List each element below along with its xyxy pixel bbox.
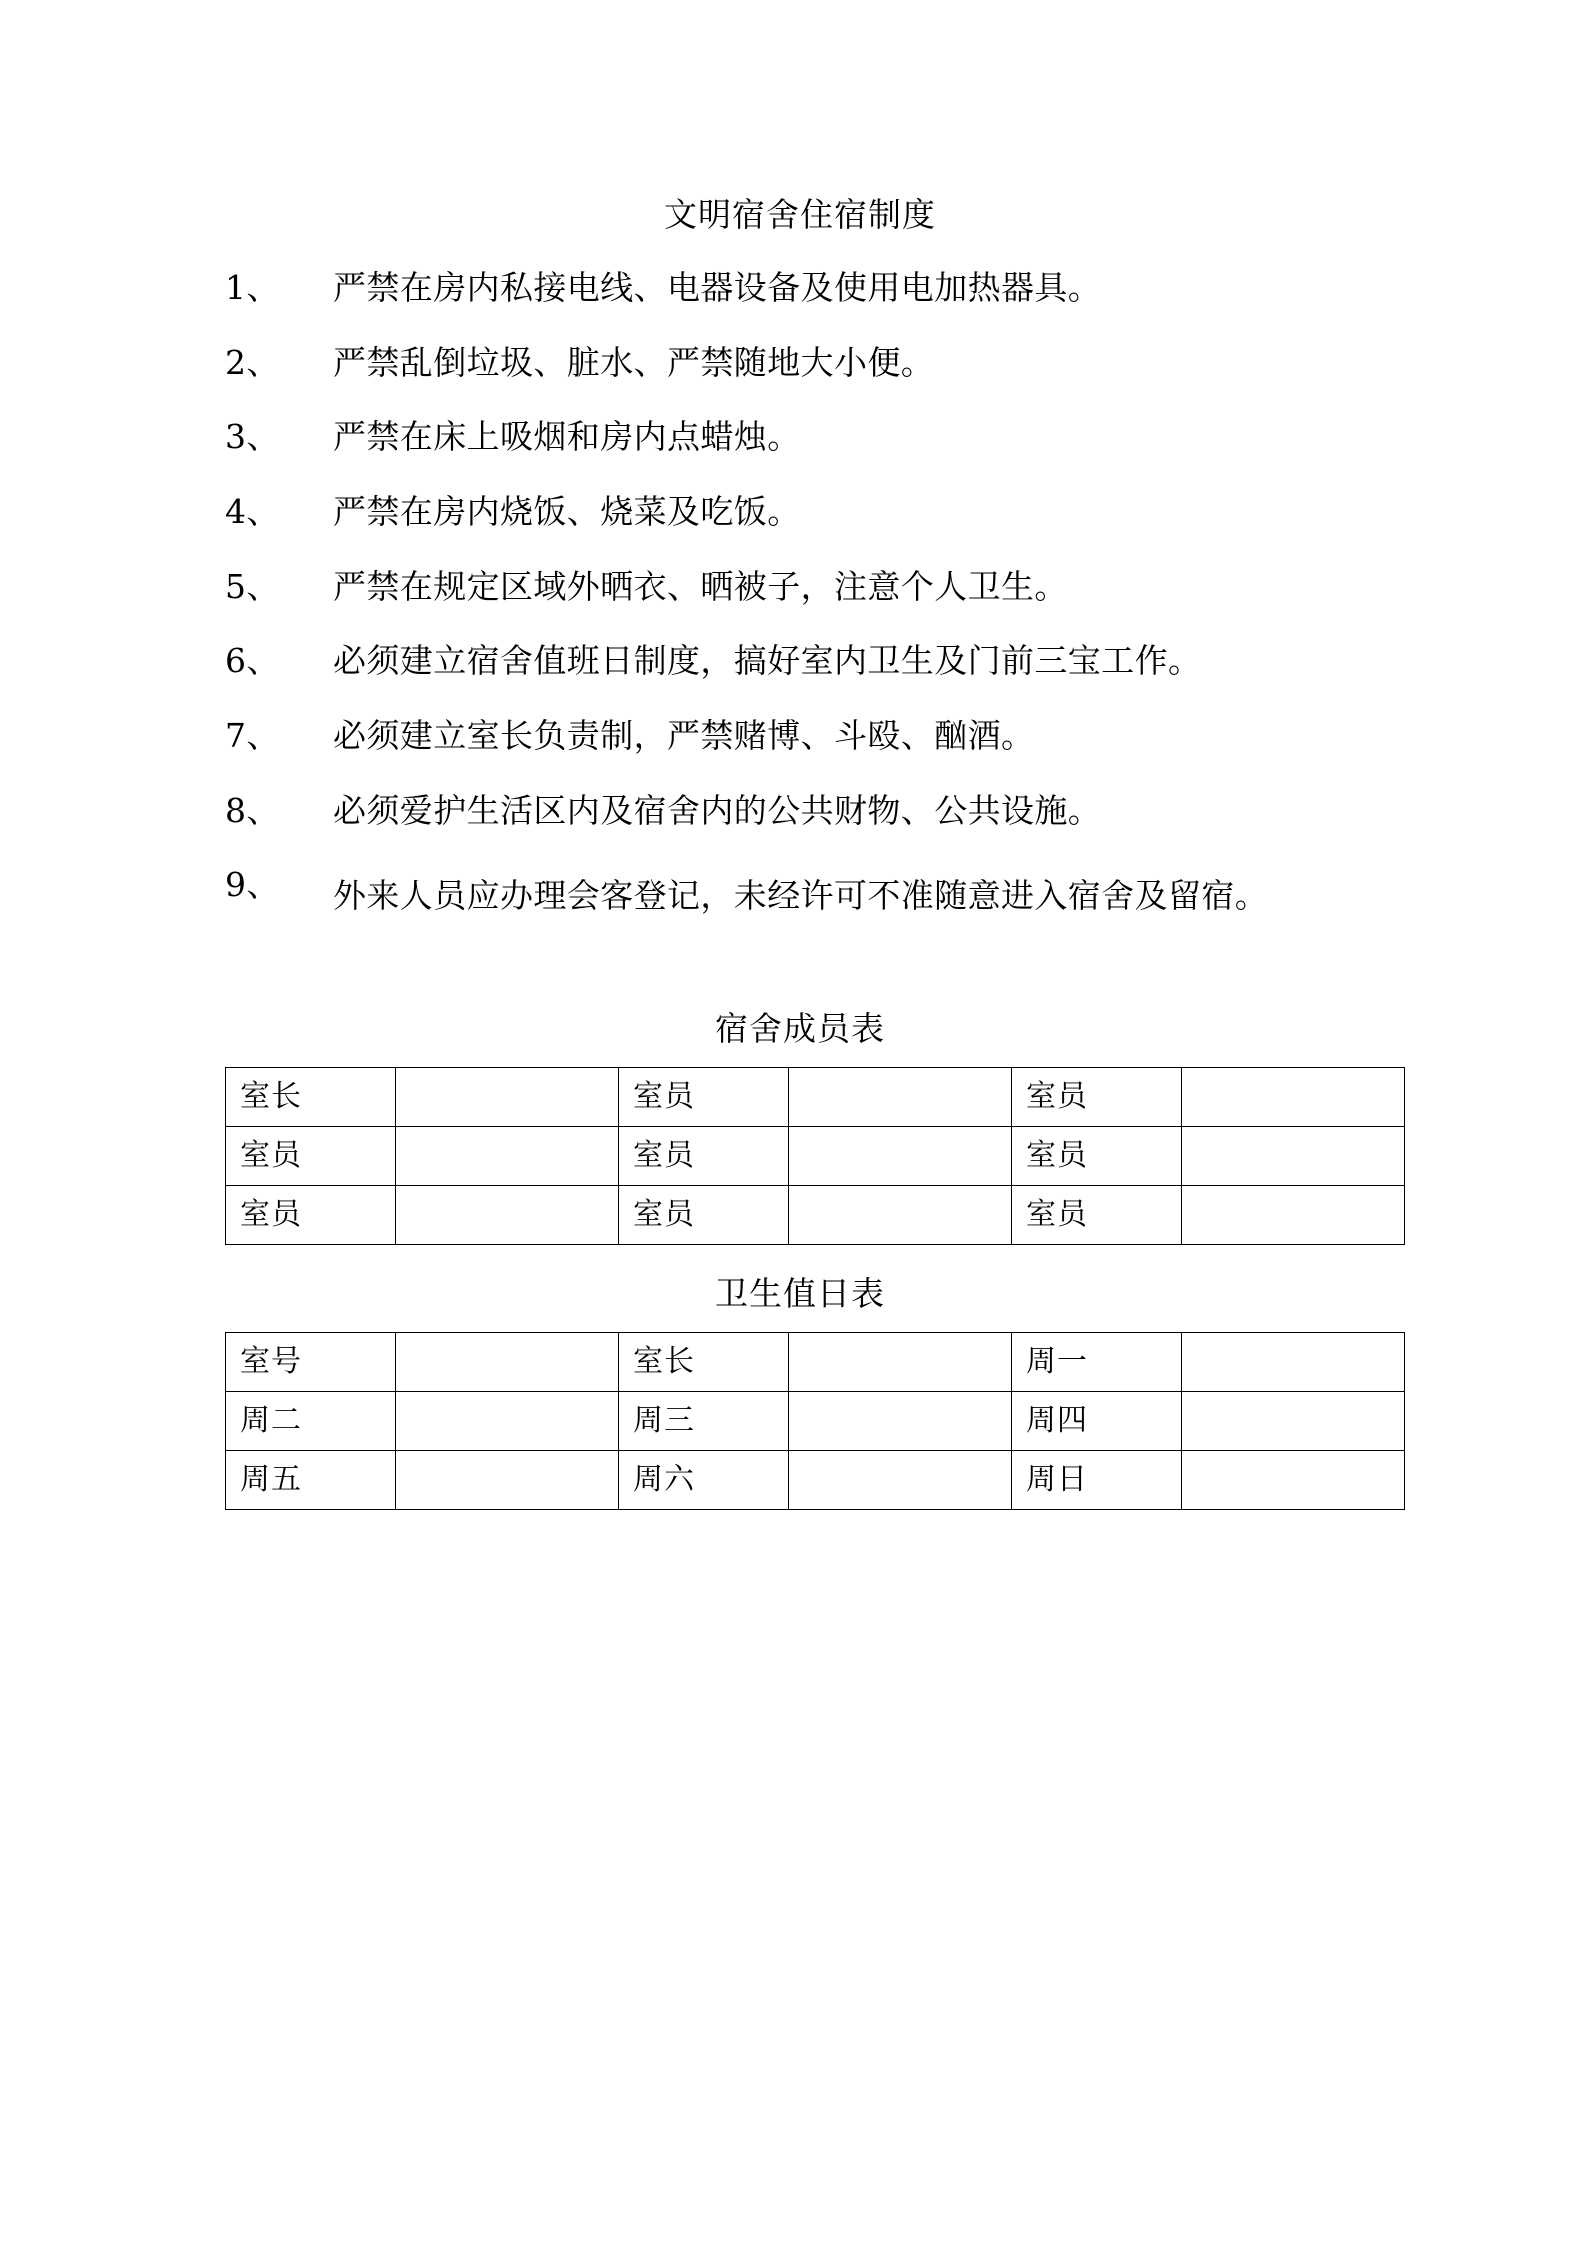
duty-table [225, 1332, 1405, 1510]
member-role-label: 室员 [1012, 1068, 1182, 1127]
duty-slot-label: 周日 [1012, 1451, 1182, 1510]
member-name-cell[interactable] [789, 1186, 1012, 1245]
rule-number: 5、 [225, 566, 280, 606]
rule-item-4 [225, 491, 1375, 531]
duty-value-cell[interactable] [1182, 1451, 1405, 1510]
duty-value-cell[interactable] [789, 1451, 1012, 1510]
member-role-label: 室员 [226, 1127, 396, 1186]
duty-table-heading: 卫生值日表 [715, 1274, 885, 1313]
rule-item-5 [225, 566, 1375, 606]
rule-number: 8、 [225, 790, 280, 830]
member-name-cell[interactable] [396, 1127, 619, 1186]
rule-item-9 [225, 865, 1375, 925]
duty-slot-label: 周五 [226, 1451, 396, 1510]
table-row [226, 1451, 1405, 1510]
page-title: 文明宿舍住宿制度 [664, 195, 936, 234]
member-name-cell[interactable] [396, 1068, 619, 1127]
duty-value-cell[interactable] [789, 1392, 1012, 1451]
member-name-cell[interactable] [789, 1127, 1012, 1186]
duty-slot-label: 周三 [619, 1392, 789, 1451]
member-role-label: 室员 [226, 1186, 396, 1245]
rule-item-1 [225, 268, 1375, 307]
rule-item-2 [225, 342, 1375, 382]
rule-number: 2、 [225, 342, 280, 382]
member-role-label: 室员 [1012, 1127, 1182, 1186]
rule-number: 7、 [225, 715, 280, 755]
table-row [226, 1333, 1405, 1392]
table-row [226, 1127, 1405, 1186]
rule-number: 1、 [225, 268, 280, 307]
rule-text: 必须建立宿舍值班日制度，搞好室内卫生及门前三宝工作。 [333, 641, 1202, 681]
duty-value-cell[interactable] [396, 1392, 619, 1451]
rule-text: 外来人员应办理会客登记，未经许可不准随意进入宿舍及留宿。 [333, 876, 1269, 916]
rule-text: 严禁在规定区域外晒衣、晒被子，注意个人卫生。 [333, 566, 1068, 606]
table-row [226, 1068, 1405, 1127]
rule-number: 6、 [225, 641, 280, 681]
duty-value-cell[interactable] [396, 1333, 619, 1392]
rule-item-3 [225, 417, 1375, 457]
duty-slot-label: 周四 [1012, 1392, 1182, 1451]
member-name-cell[interactable] [396, 1186, 619, 1245]
rule-text: 严禁乱倒垃圾、脏水、严禁随地大小便。 [333, 342, 935, 382]
rule-item-7 [225, 715, 1375, 755]
duty-slot-label: 室号 [226, 1333, 396, 1392]
member-role-label: 室员 [619, 1127, 789, 1186]
duty-value-cell[interactable] [396, 1451, 619, 1510]
rule-text: 严禁在房内私接电线、电器设备及使用电加热器具。 [333, 268, 1102, 307]
member-name-cell[interactable] [1182, 1186, 1405, 1245]
member-table-wrap [225, 1067, 1375, 1245]
member-role-label: 室员 [1012, 1186, 1182, 1245]
member-role-label: 室员 [619, 1068, 789, 1127]
rule-item-8 [225, 790, 1375, 830]
member-table [225, 1067, 1405, 1245]
duty-value-cell[interactable] [1182, 1392, 1405, 1451]
rule-text: 严禁在房内烧饭、烧菜及吃饭。 [333, 491, 801, 531]
rule-text: 必须爱护生活区内及宿舍内的公共财物、公共设施。 [333, 790, 1102, 830]
member-name-cell[interactable] [1182, 1068, 1405, 1127]
table-row [226, 1186, 1405, 1245]
duty-slot-label: 周一 [1012, 1333, 1182, 1392]
table-row [226, 1392, 1405, 1451]
member-role-label: 室长 [226, 1068, 396, 1127]
duty-slot-label: 周六 [619, 1451, 789, 1510]
duty-value-cell[interactable] [789, 1333, 1012, 1392]
rule-number: 3、 [225, 417, 280, 457]
member-name-cell[interactable] [789, 1068, 1012, 1127]
document-body [225, 0, 1375, 1510]
duty-table-wrap [225, 1332, 1375, 1510]
duty-value-cell[interactable] [1182, 1333, 1405, 1392]
rules-list [225, 268, 1375, 925]
member-table-heading: 宿舍成员表 [715, 1009, 885, 1048]
rule-text: 必须建立室长负责制，严禁赌博、斗殴、酗酒。 [333, 715, 1035, 755]
duty-slot-label: 室长 [619, 1333, 789, 1392]
rule-number: 9、 [225, 865, 280, 905]
rule-number: 4、 [225, 491, 280, 531]
rule-item-6 [225, 641, 1375, 681]
rule-text: 严禁在床上吸烟和房内点蜡烛。 [333, 417, 801, 457]
duty-slot-label: 周二 [226, 1392, 396, 1451]
member-name-cell[interactable] [1182, 1127, 1405, 1186]
member-role-label: 室员 [619, 1186, 789, 1245]
